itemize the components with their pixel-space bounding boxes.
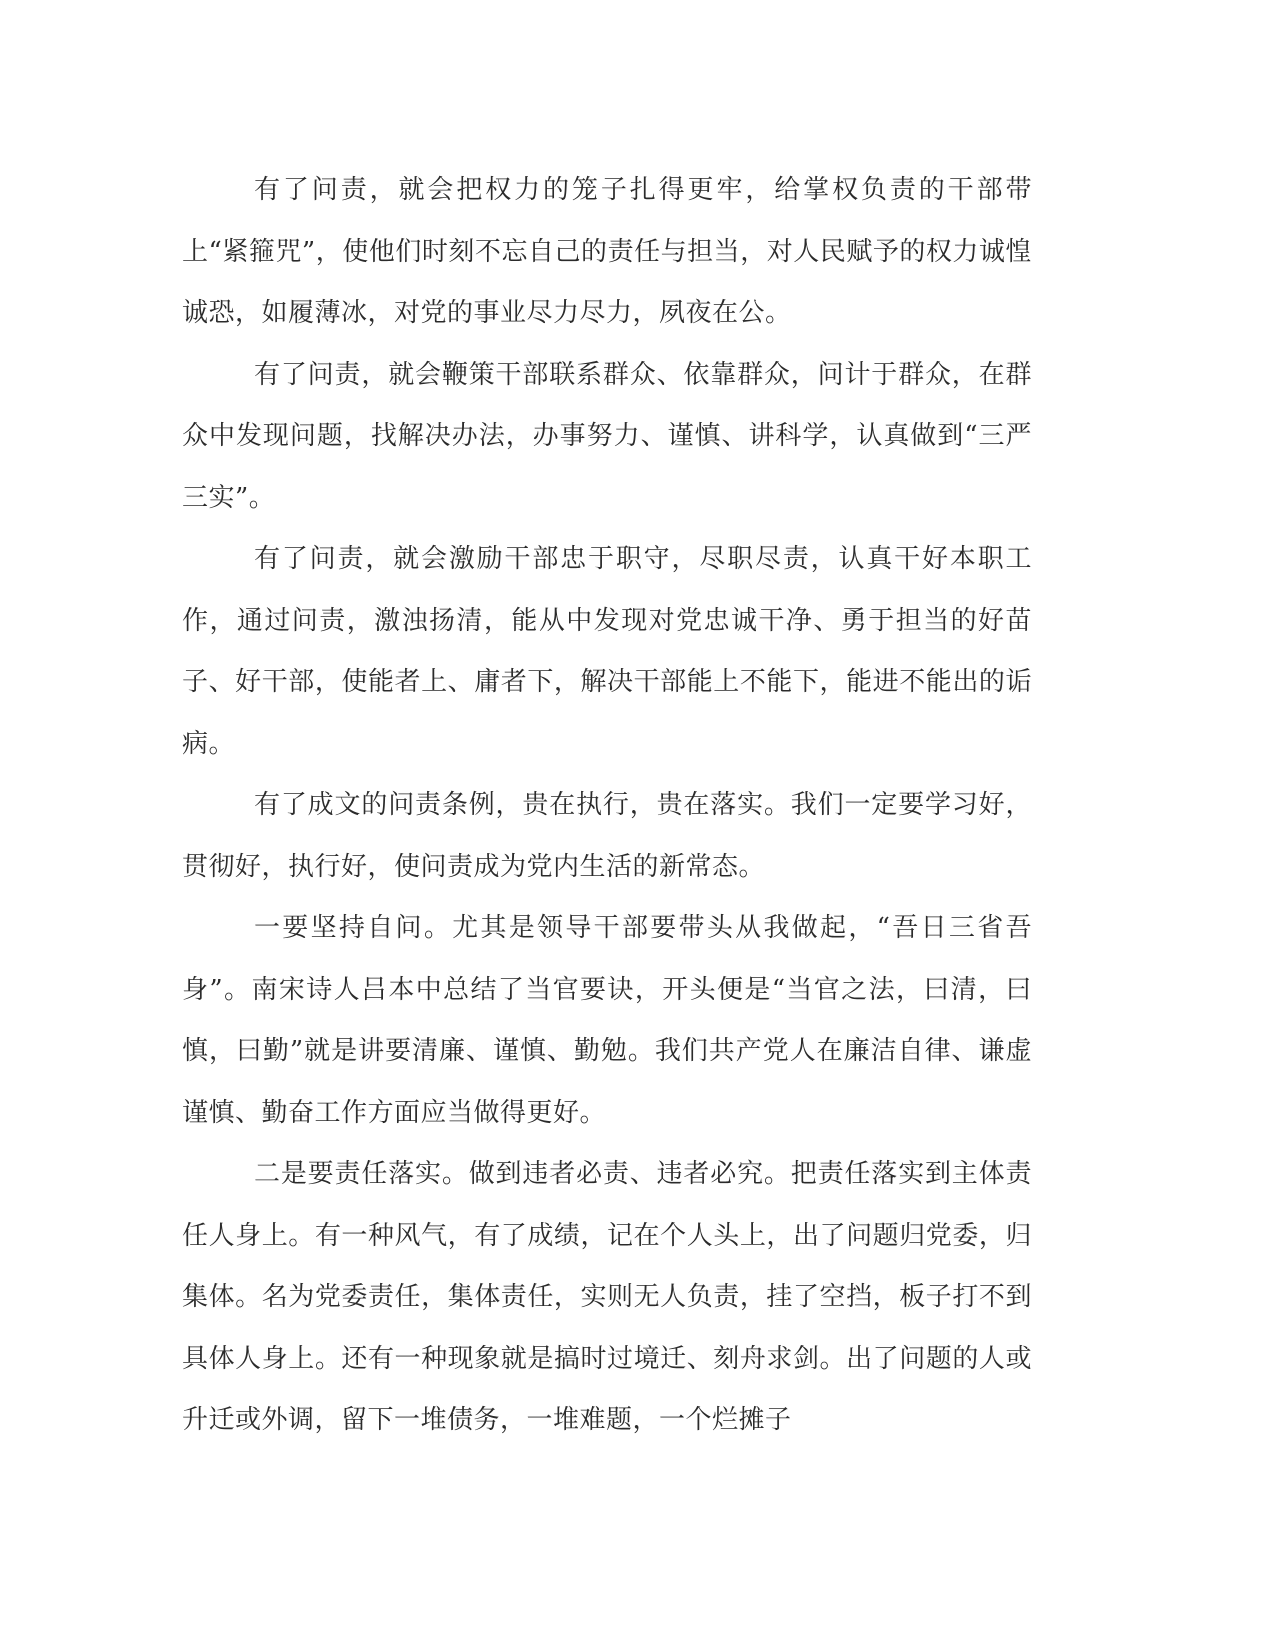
paragraph-accountability-power-cage: 有了问责，就会把权力的笼子扎得更牢，给掌权负责的干部带上“紧箍咒”，使他们时刻不忘自己的责任与担当，对人民赋予的权力诚惶诚恐，如履薄冰，对党的事业尽力尽力，夙夜在公。 [182,175,1032,328]
paragraph-regulations-implementation: 有了成文的问责条例，贵在执行，贵在落实。我们一定要学习好，贯彻好，执行好，使问责成为党内生活的新常态。 [182,790,1032,882]
document-body [182,160,1032,1452]
paragraph-accountability-masses: 有了问责，就会鞭策干部联系群众、依靠群众，问计于群众，在群众中发现问题，找解决办法，办事努力、谨慎、讲科学，认真做到“三严三实”。 [182,359,1032,513]
paragraph-accountability-motivate-cadres: 有了问责，就会激励干部忠于职守，尽职尽责，认真干好本职工作，通过问责，激浊扬清，能从中发现对党忠诚干净、勇于担当的好苗子、好干部，使能者上、庸者下，解决干部能上不能下，能进不能出的诟病。 [182,544,1032,759]
paragraph-responsibility-implementation: 二是要责任落实。做到违者必责、违者必究。把责任落实到主体责任人身上。有一种风气，有了成绩，记在个人头上，出了问题归党委，归集体。名为党委责任，集体责任，实则无人负责，挂了空挡，板子打不到具体人身上。还有一种现象就是搞时过境迁、刻舟求剑。出了问题的人或升迁或外调，留下一堆债务，一堆难题，一个烂摊子 [182,1159,1032,1435]
paragraph-self-examination: 一要坚持自问。尤其是领导干部要带头从我做起，“吾日三省吾身”。南宋诗人吕本中总结了当官要诀，开头便是“当官之法，曰清，曰慎，曰勤”就是讲要清廉、谨慎、勤勉。我们共产党人在廉洁自律、谦虚谨慎、勤奋工作方面应当做得更好。 [182,913,1032,1128]
